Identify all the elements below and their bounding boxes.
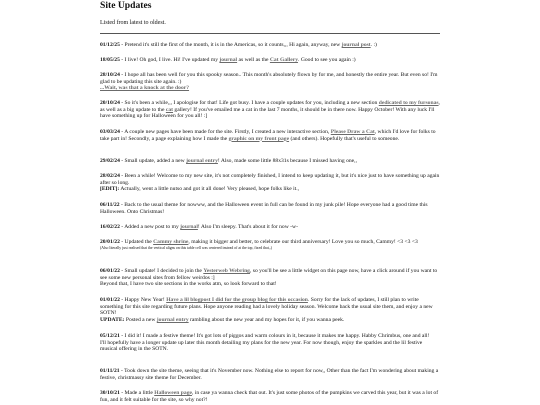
- page-title: Site Updates: [100, 0, 152, 11]
- update-entry: [100, 297, 440, 324]
- entry-text: rambling about the new year and my hopes for it, if you wanna peek.: [188, 317, 345, 324]
- update-entry: [100, 42, 440, 49]
- knock-at-door-link[interactable]: ...Wait, was that a knock at the door?: [100, 85, 190, 92]
- group-blog-link[interactable]: Have a lil blogpost I did for the group blog for this occasion: [166, 297, 308, 303]
- front-page-graphic-link[interactable]: graphic on my front page: [228, 135, 290, 142]
- update-entry: [100, 72, 440, 92]
- small-note: (Also literally just realised that the vertical aligns on this table cell was centered instead of at the top, fixed that,,): [100, 245, 272, 250]
- entry-date: 06/11/22: [100, 202, 120, 208]
- entry-text: , so you'll be see a little widget on this page now, have a click around if you want to see some new personal sites from fellow weirdos :]: [100, 268, 438, 281]
- entry-text: . Sorry for the lack of updates, I still plan to write something for this site regarding future plans. Hope anyone reading had a lovely holiday season. Welcome back the usual site them, and enjoy a new SOTN!: [100, 297, 433, 317]
- update-entry: [100, 368, 440, 381]
- journal-entry-link[interactable]: journal entry: [186, 158, 218, 164]
- entry-text: ! Also I'm sleepy. That's about it for now -w-: [197, 224, 298, 230]
- entry-text: , in case ya wanna check that out. It's just some photos of the pumpkins we carved this year, but it was a lot of fun, and it felt suitable for the site, so why not?!: [100, 390, 439, 403]
- divider: [100, 33, 440, 34]
- entry-date: 16/02/22: [100, 224, 120, 230]
- update-entry: [100, 173, 440, 193]
- entry-text: , making it bigger and better, to celebrate our third anniversary! Love you so much, Cammy! <3 <3 <3: [188, 239, 418, 245]
- entry-date: 01/11/21: [100, 368, 120, 374]
- entry-text: I'll hopefully have a longer update up later this month detailing my plans for the new year. For now though, enjoy the sparkles and the lil festive musical offering in the SOTN.: [100, 339, 423, 353]
- entry-text: - A couple new pages have been made for the site. Firstly, I created a new interactive section,: [119, 129, 331, 135]
- entry-text: Actually, went a little nutso and got it all done! Very pleased, hope folks like it.,: [119, 186, 300, 193]
- entry-date: 28/10/24: [100, 72, 120, 78]
- entry-text: - I did it! I made a festive theme! It's got lots of piggos and warm colours in it, because it makes me happy. Habby Chrimbus, one and all!: [119, 333, 430, 339]
- entry-date: 01/12/25: [100, 42, 120, 48]
- entry-text: - I live! Oh god, I live. Hi! I've updated my: [119, 57, 220, 63]
- draw-a-cat-link[interactable]: Please Draw a Cat: [330, 129, 375, 135]
- entry-date: 06/01/22: [100, 268, 120, 274]
- entry-text: - Been a while! Welcome to my new site, it's not completely finished, I intend to keep updating it, but it's nice just to have something up again after so long.: [100, 173, 440, 186]
- update-entry: [100, 224, 440, 231]
- entry-text: Posted a new: [124, 317, 157, 324]
- journal-entry-link[interactable]: journal entry: [156, 317, 189, 324]
- entry-text: - Updated the: [119, 239, 154, 245]
- entry-date: 05/12/21: [100, 333, 120, 339]
- entry-text: - Small update, added a new: [119, 158, 187, 164]
- entry-date: 28/02/24: [100, 173, 120, 179]
- entry-text: , which I'd love for folks to take part in! Secondly, a page explaining how I made the: [100, 129, 436, 142]
- cat-gallery-link[interactable]: Cat Gallery: [269, 57, 299, 63]
- entry-text: , as well as a big update to the: [100, 100, 440, 113]
- update-entry: [100, 158, 440, 165]
- cammy-shrine-link[interactable]: Cammy shrine: [153, 239, 189, 245]
- journal-link[interactable]: journal: [180, 224, 198, 230]
- entry-text: - I hope all has been well for you this spooky season.. This month's absolutely flown by for me, and honestly the entire year. But even so! I'm glad to be updating this site again. :): [100, 72, 438, 85]
- entry-text: - Happy New Year!: [119, 297, 167, 303]
- entry-text: . Good to see you again :): [298, 57, 356, 63]
- update-entry: [100, 390, 440, 403]
- entry-text: - Small update! I decided to join the: [119, 268, 204, 274]
- journal-post-link[interactable]: journal post: [341, 42, 371, 48]
- entry-date: 01/01/22: [100, 297, 120, 303]
- entry-text: - Took down the site theme, seeing that it's November now. Nothing else to report for now,, Other than the fact I'm wondering about making a festive, christmassy site theme for December.: [100, 368, 439, 381]
- entry-date: 30/10/21: [100, 390, 120, 396]
- entry-date: 20/10/24: [100, 100, 120, 106]
- update-label: UPDATE:: [100, 317, 125, 324]
- page-subtitle: Listed from latest to oldest.: [100, 20, 166, 26]
- entry-text: as well as the: [237, 57, 270, 63]
- journal-link[interactable]: journal: [219, 57, 238, 63]
- edit-label: [EDIT]:: [100, 186, 120, 193]
- entry-text: (and others). Hopefully that's useful to someone.: [289, 135, 400, 142]
- entry-text: - Back to the usual theme for nowww, and the Halloween event in full can be found in my junk pile! Hope everyone had a good time this Halloween. Onto Christmas!: [100, 202, 428, 215]
- entry-date: 29/02/24: [100, 158, 120, 164]
- cat-link[interactable]: cat: [165, 106, 174, 113]
- entry-text: - So it's been a while,,, I apologise for that! Life got busy. I have a couple updates for you, including a new section: [119, 100, 379, 106]
- update-entry: [100, 57, 440, 64]
- update-entry: [100, 333, 440, 353]
- update-entry: [100, 202, 440, 215]
- update-entry: [100, 239, 440, 251]
- entry-date: 18/05/25: [100, 57, 120, 63]
- entry-text: - Pretend it's still the first of the month, it is in the Americas, so it counts,,, Hi again, anyway, new: [119, 42, 342, 48]
- entry-text: gallery! If you've emailed me a cat in the last 7 months, it should be in there now. Happy October! With any luck I'll have something up for Halloween for you all! :]: [100, 106, 435, 120]
- entry-text: ! Also, made some little 88x31s because I missed having one,,: [217, 158, 357, 164]
- entry-date: 03/03/24: [100, 129, 120, 135]
- fursonas-link[interactable]: dedicated to my fursonas: [378, 100, 439, 106]
- entry-text: - Added a new post to my: [119, 224, 181, 230]
- halloween-page-link[interactable]: Halloween page: [154, 390, 192, 396]
- entry-text: Beyond that, I have two site sections in the works atm, so look forward to that!: [100, 281, 277, 288]
- yesterweb-webring-link[interactable]: Yesterweb Webring: [203, 268, 250, 274]
- update-entry: [100, 129, 440, 142]
- entry-text: . :): [370, 42, 377, 48]
- update-entry: [100, 100, 440, 120]
- entry-text: - Made a little: [119, 390, 155, 396]
- update-entry: [100, 268, 440, 288]
- entry-date: 20/01/22: [100, 239, 120, 245]
